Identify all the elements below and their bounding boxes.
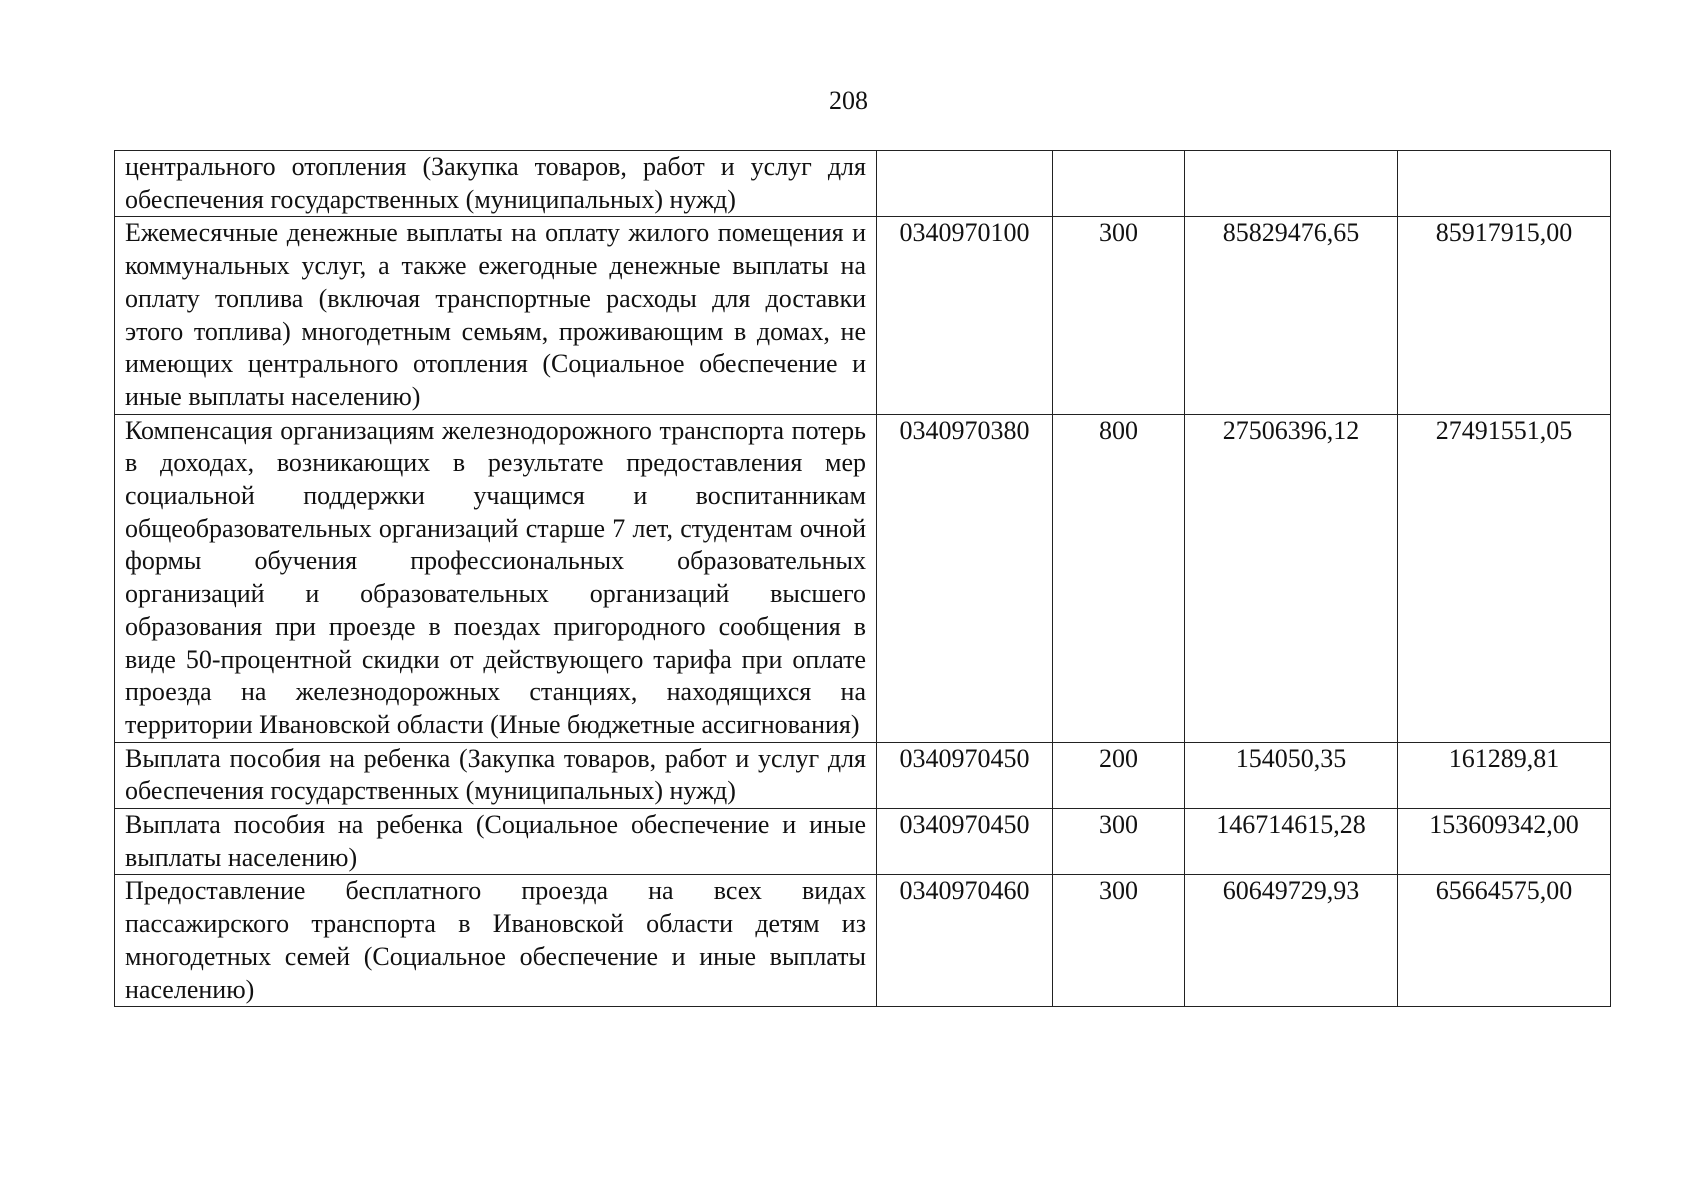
row-vr-cell: 200 bbox=[1053, 742, 1185, 808]
row-amount2-cell: 65664575,00 bbox=[1398, 875, 1611, 1007]
row-name-cell: Ежемесячные денежные выплаты на оплату жилого помещения и коммунальных услуг, а также ежегодные денежные выплаты на оплату топлива (включая транспортные расходы для доставки этого топлива) многодетным семьям, проживающим в домах, не имеющих центрального отопления (Социальное обеспечение и иные выплаты населению) bbox=[115, 217, 877, 414]
row-vr-cell: 300 bbox=[1053, 875, 1185, 1007]
row-name-cell: центрального отопления (Закупка товаров, работ и услуг для обеспечения государственных (муниципальных) нужд) bbox=[115, 151, 877, 217]
row-csr-cell bbox=[877, 151, 1053, 217]
row-csr-cell: 0340970450 bbox=[877, 742, 1053, 808]
row-csr-cell: 0340970460 bbox=[877, 875, 1053, 1007]
row-amount1-cell: 146714615,28 bbox=[1185, 809, 1398, 875]
row-amount2-cell: 161289,81 bbox=[1398, 742, 1611, 808]
table-row bbox=[115, 217, 1611, 414]
budget-table bbox=[114, 150, 1611, 1007]
table-row bbox=[115, 875, 1611, 1007]
row-csr-cell: 0340970100 bbox=[877, 217, 1053, 414]
row-csr-cell: 0340970450 bbox=[877, 809, 1053, 875]
row-amount1-cell: 60649729,93 bbox=[1185, 875, 1398, 1007]
row-name-cell: Предоставление бесплатного проезда на всех видах пассажирского транспорта в Ивановской области детям из многодетных семей (Социальное обеспечение и иные выплаты населению) bbox=[115, 875, 877, 1007]
page-number: 208 bbox=[829, 86, 868, 115]
row-name-cell: Компенсация организациям железнодорожного транспорта потерь в доходах, возникающих в результате предоставления мер социальной поддержки учащимся и воспитанникам общеобразовательных организаций старше 7 лет, студентам очной формы обучения профессиональных образовательных организаций и образовательных организаций высшего образования при проезде в поездах пригородного сообщения в виде 50-процентной скидки от действующего тарифа при оплате проезда на железнодорожных станциях, находящихся на территории Ивановской области (Иные бюджетные ассигнования) bbox=[115, 414, 877, 742]
row-amount2-cell bbox=[1398, 151, 1611, 217]
row-name-cell: Выплата пособия на ребенка (Социальное обеспечение и иные выплаты населению) bbox=[115, 809, 877, 875]
row-amount1-cell bbox=[1185, 151, 1398, 217]
row-amount2-cell: 85917915,00 bbox=[1398, 217, 1611, 414]
row-name-cell: Выплата пособия на ребенка (Закупка товаров, работ и услуг для обеспечения государственных (муниципальных) нужд) bbox=[115, 742, 877, 808]
row-amount1-cell: 154050,35 bbox=[1185, 742, 1398, 808]
row-amount2-cell: 153609342,00 bbox=[1398, 809, 1611, 875]
row-vr-cell: 300 bbox=[1053, 809, 1185, 875]
row-vr-cell bbox=[1053, 151, 1185, 217]
table-row bbox=[115, 151, 1611, 217]
row-csr-cell: 0340970380 bbox=[877, 414, 1053, 742]
row-vr-cell: 300 bbox=[1053, 217, 1185, 414]
row-vr-cell: 800 bbox=[1053, 414, 1185, 742]
table-row bbox=[115, 742, 1611, 808]
row-amount1-cell: 27506396,12 bbox=[1185, 414, 1398, 742]
row-amount1-cell: 85829476,65 bbox=[1185, 217, 1398, 414]
table-row bbox=[115, 809, 1611, 875]
table-row bbox=[115, 414, 1611, 742]
row-amount2-cell: 27491551,05 bbox=[1398, 414, 1611, 742]
